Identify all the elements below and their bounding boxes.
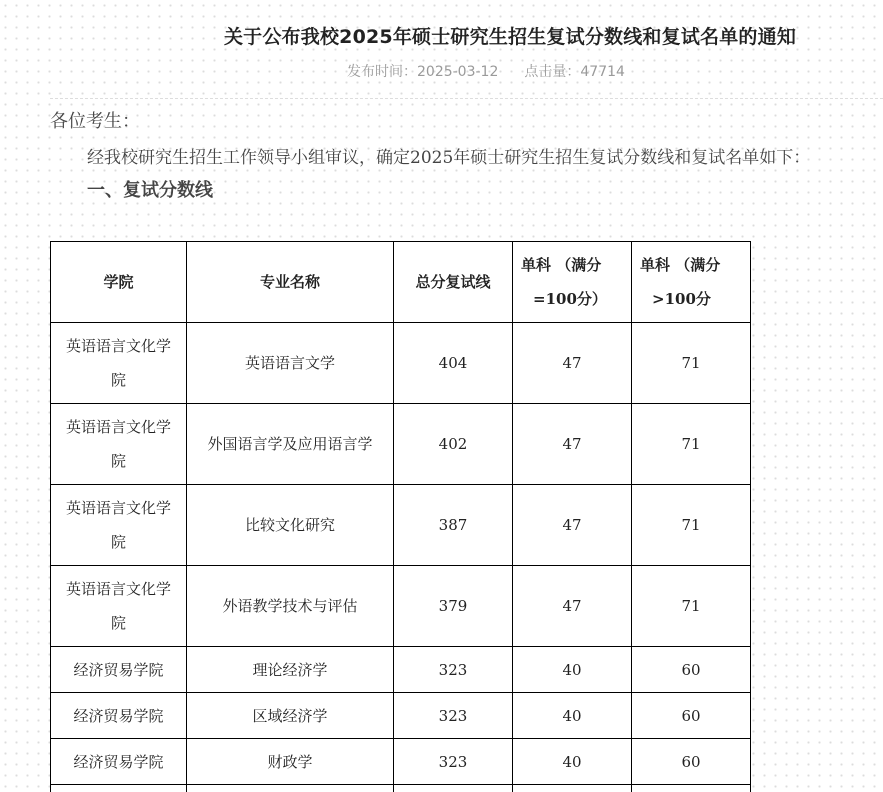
cell-single-100: 47 [513,566,632,647]
cell-empty [394,785,513,792]
table-row [51,485,751,566]
cell-single-gt100: 60 [632,647,751,693]
publish-label: 发布时间： [347,64,417,80]
cell-total: 323 [394,739,513,785]
cell-single-100: 40 [513,647,632,693]
header-college: 学院 [51,242,187,323]
header-single-gt100-line2: >100分 [652,290,711,308]
cell-major: 财政学 [187,739,394,785]
greeting-text: 各位考生： [50,111,140,132]
header-single-gt100 [632,242,751,323]
table-row [51,566,751,647]
header-total: 总分复试线 [394,242,513,323]
table-row-partial [51,785,751,792]
cell-total: 323 [394,647,513,693]
article-title: 关于公布我校2025年硕士研究生招生复试分数线和复试名单的通知 [223,26,797,48]
cell-college [51,323,187,404]
cell-college: 经济贸易学院 [51,739,187,785]
article-meta [347,61,625,81]
cell-single-100: 47 [513,404,632,485]
cell-college-text: 英语语言文化学院 [65,580,171,632]
header-single-100-line1: 单科 （满分 [521,256,602,274]
cell-major: 外语教学技术与评估 [187,566,394,647]
table-row [51,693,751,739]
cell-total: 379 [394,566,513,647]
cell-empty [513,785,632,792]
cell-single-gt100: 71 [632,323,751,404]
cell-single-gt100: 60 [632,693,751,739]
cell-college [51,566,187,647]
section-heading: 一、复试分数线 [87,180,213,201]
cell-single-100: 40 [513,739,632,785]
cell-college [51,404,187,485]
cell-empty [187,785,394,792]
intro-paragraph: 经我校研究生招生工作领导小组审议，确定2025年硕士研究生招生复试分数线和复试名单如下： [87,148,811,168]
table-row [51,739,751,785]
cell-empty [632,785,751,792]
cell-major: 比较文化研究 [187,485,394,566]
cell-college-text: 英语语言文化学院 [65,499,171,551]
cell-college-text: 英语语言文化学院 [65,418,171,470]
cell-single-100: 47 [513,323,632,404]
cell-total: 402 [394,404,513,485]
title-divider [50,98,883,99]
cell-empty [51,785,187,792]
cell-single-gt100: 71 [632,566,751,647]
table-row [51,647,751,693]
score-table [50,241,751,792]
cell-major: 英语语言文学 [187,323,394,404]
cell-college-text: 英语语言文化学院 [65,337,171,389]
header-single-gt100-line1: 单科 （满分 [640,256,721,274]
cell-college: 经济贸易学院 [51,693,187,739]
header-single-100-line2: =100分） [533,290,607,308]
cell-single-gt100: 60 [632,739,751,785]
views-label: 点击量： [524,64,581,80]
table-row [51,404,751,485]
cell-single-100: 40 [513,693,632,739]
views-count: 47714 [580,64,625,80]
cell-single-gt100: 71 [632,404,751,485]
cell-total: 323 [394,693,513,739]
cell-college [51,485,187,566]
table-row [51,323,751,404]
cell-single-100: 47 [513,485,632,566]
publish-date: 2025-03-12 [417,64,499,80]
cell-major: 理论经济学 [187,647,394,693]
cell-total: 404 [394,323,513,404]
cell-college: 经济贸易学院 [51,647,187,693]
header-major: 专业名称 [187,242,394,323]
cell-total: 387 [394,485,513,566]
header-single-100 [513,242,632,323]
cell-single-gt100: 71 [632,485,751,566]
cell-major: 外国语言学及应用语言学 [187,404,394,485]
cell-major: 区域经济学 [187,693,394,739]
table-header-row [51,242,751,323]
